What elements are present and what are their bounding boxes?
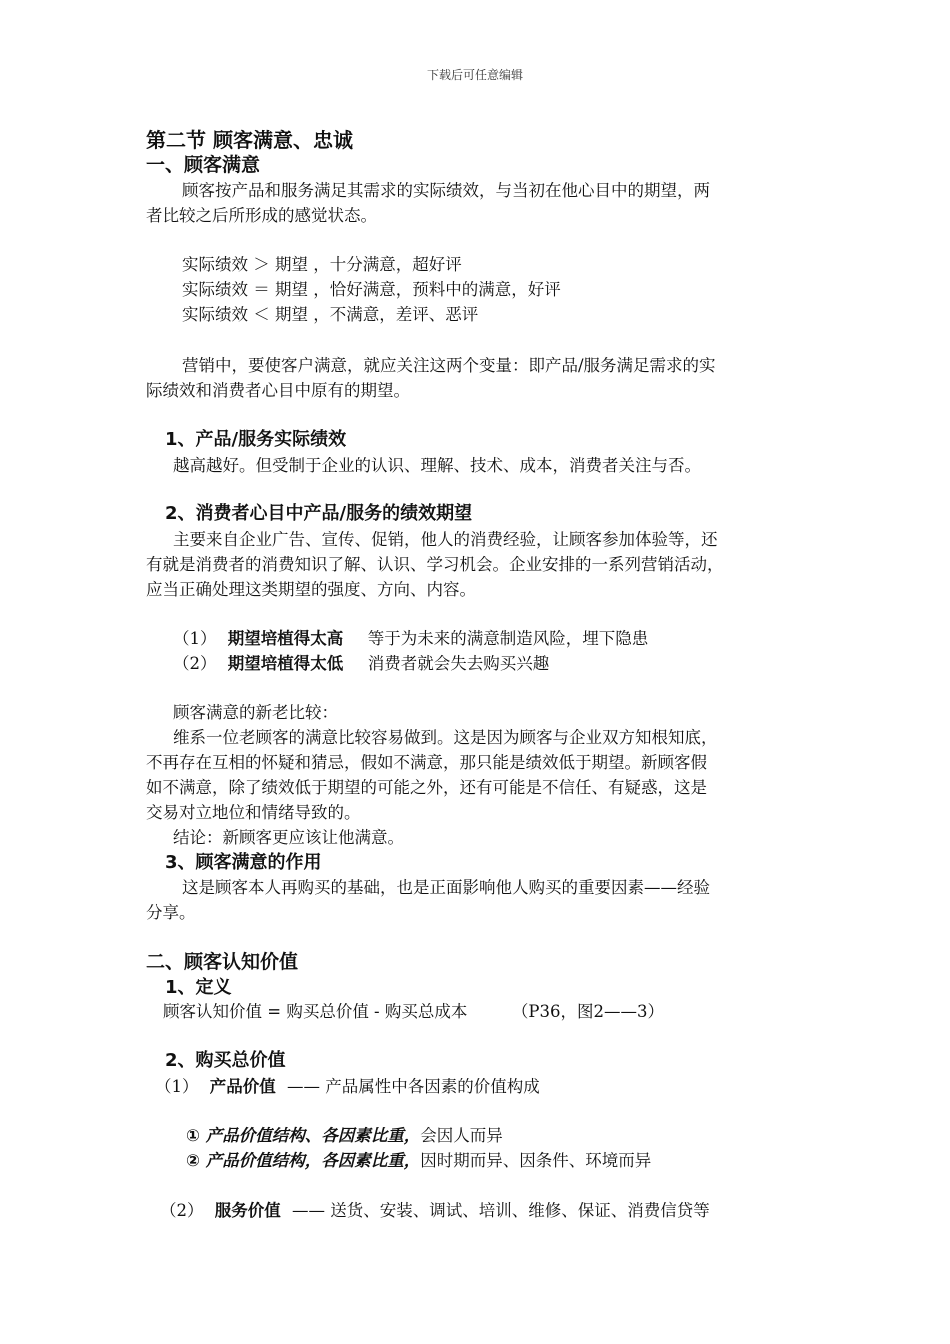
subsection-2-line-3: 应当正确处理这类期望的强度、方向、内容。 bbox=[146, 580, 476, 599]
new-old-line-3: 如不满意，除了绩效低于期望的可能之外，还有可能是不信任、有疑惑，这是 bbox=[146, 778, 707, 797]
compare-line-1: 实际绩效 ＞ 期望 ，十分满意，超好评 bbox=[182, 255, 462, 274]
section-title: 第二节 顾客满意、忠诚 bbox=[146, 128, 353, 152]
product-value-num: （1） bbox=[155, 1077, 199, 1096]
part1-title: 一、顾客满意 bbox=[146, 154, 261, 176]
part2-title: 二、顾客认知价值 bbox=[146, 951, 299, 973]
new-old-line-1: 维系一位老顾客的满意比较容易做到。这是因为顾客与企业双方知根知底， bbox=[173, 728, 718, 747]
product-point-1 bbox=[186, 1122, 503, 1146]
new-old-line-4: 交易对立地位和情绪导致的。 bbox=[146, 803, 361, 822]
definition-line-1: 顾客按产品和服务满足其需求的实际绩效，与当初在他心目中的期望，两 bbox=[182, 181, 710, 200]
product-point-2 bbox=[186, 1147, 651, 1171]
subsection-3-line-1: 这是顾客本人再购买的基础，也是正面影响他人购买的重要因素——经验 bbox=[182, 878, 710, 897]
compare-line-3: 实际绩效 ＜ 期望 ，不满意，差评、恶评 bbox=[182, 305, 479, 324]
expectation-item-2-num: （2） bbox=[173, 654, 217, 673]
expectation-item-1-label: 期望培植得太高 bbox=[227, 629, 344, 648]
product-point-2-label: ② 产品价值结构，各因素比重， bbox=[186, 1151, 421, 1170]
subsection-1-text: 越高越好。但受制于企业的认识、理解、技术、成本，消费者关注与否。 bbox=[173, 456, 701, 475]
service-value-text: —— 送货、安装、调试、培训、维修、保证、消费信贷等 bbox=[292, 1201, 710, 1220]
expectation-item-2-label: 期望培植得太低 bbox=[227, 654, 344, 673]
product-value-line bbox=[155, 1073, 540, 1097]
product-point-1-text: 会因人而异 bbox=[420, 1126, 503, 1145]
subsection-2-line-2: 有就是消费者的消费知识了解、认识、学习机会。企业安排的一系列营销活动， bbox=[146, 555, 724, 574]
expectation-item-1 bbox=[173, 625, 648, 649]
subsection-3-line-2: 分享。 bbox=[146, 903, 196, 922]
definition-formula bbox=[163, 998, 664, 1022]
product-point-2-text: 因时期而异、因条件、环境而异 bbox=[420, 1151, 652, 1170]
conclusion: 结论：新顾客更应该让他满意。 bbox=[173, 828, 404, 847]
subsection-3-title: 3、顾客满意的作用 bbox=[165, 852, 322, 873]
product-point-1-label: ① 产品价值结构、各因素比重， bbox=[186, 1126, 421, 1145]
product-value-text: —— 产品属性中各因素的价值构成 bbox=[287, 1077, 540, 1096]
figure-reference: （P36，图2——3） bbox=[511, 1002, 664, 1021]
definition-line-2: 者比较之后所形成的感觉状态。 bbox=[146, 206, 377, 225]
expectation-item-2-text: 消费者就会失去购买兴趣 bbox=[367, 654, 550, 673]
definition-title: 1、定义 bbox=[165, 977, 232, 998]
subsection-2-line-1: 主要来自企业广告、宣传、促销，他人的消费经验，让顾客参加体验等，还 bbox=[173, 530, 718, 549]
subsection-1-title: 1、产品/服务实际绩效 bbox=[165, 429, 347, 450]
marketing-line-1: 营销中，要使客户满意，就应关注这两个变量：即产品/服务满足需求的实 bbox=[182, 356, 716, 375]
compare-line-2: 实际绩效 ＝ 期望 ，恰好满意，预料中的满意，好评 bbox=[182, 280, 561, 299]
service-value-label: 服务价值 bbox=[214, 1201, 281, 1220]
service-value-num: （2） bbox=[160, 1201, 204, 1220]
marketing-line-2: 际绩效和消费者心目中原有的期望。 bbox=[146, 381, 410, 400]
service-value-line bbox=[160, 1197, 710, 1221]
expectation-item-1-text: 等于为未来的满意制造风险，埋下隐患 bbox=[367, 629, 649, 648]
page-header: 下载后可任意编辑 bbox=[426, 68, 523, 82]
new-old-title: 顾客满意的新老比较： bbox=[173, 703, 338, 722]
new-old-line-2: 不再存在互相的怀疑和猜忌，假如不满意，那只能是绩效低于期望。新顾客假 bbox=[146, 753, 707, 772]
expectation-item-1-num: （1） bbox=[173, 629, 217, 648]
total-value-title: 2、购买总价值 bbox=[165, 1050, 286, 1071]
product-value-label: 产品价值 bbox=[209, 1077, 276, 1096]
expectation-item-2 bbox=[173, 650, 549, 674]
subsection-2-title: 2、消费者心目中产品/服务的绩效期望 bbox=[165, 503, 473, 524]
formula-text: 顾客认知价值 = 购买总价值 - 购买总成本 bbox=[163, 1002, 468, 1021]
